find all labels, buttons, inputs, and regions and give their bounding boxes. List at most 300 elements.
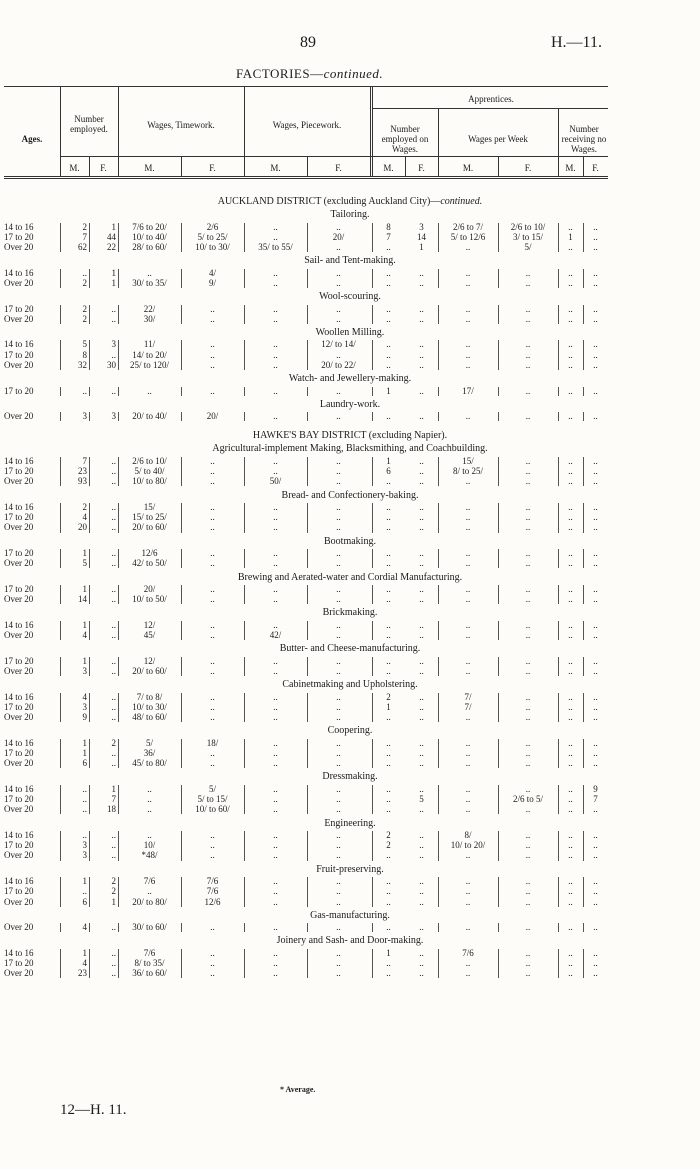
table-cell: .. bbox=[111, 476, 116, 487]
table-cell: .. bbox=[336, 922, 341, 933]
table-cell: .. bbox=[210, 339, 215, 350]
table-cell: .. bbox=[336, 512, 341, 523]
table-cell: .. bbox=[386, 876, 391, 887]
table-cell: .. bbox=[273, 558, 278, 569]
table-cell: .. bbox=[593, 840, 598, 851]
table-cell: .. bbox=[465, 594, 471, 605]
table-cell: .. bbox=[273, 594, 278, 605]
table-cell: 4 bbox=[82, 922, 87, 933]
column-rule bbox=[118, 503, 119, 533]
table-cell: .. bbox=[568, 548, 573, 559]
table-cell: .. bbox=[568, 522, 573, 533]
table-cell: 3 bbox=[111, 411, 116, 422]
table-cell: .. bbox=[336, 385, 341, 396]
column-rule bbox=[60, 693, 61, 723]
table-row bbox=[0, 339, 700, 349]
table-cell: .. bbox=[465, 804, 471, 815]
table-cell: .. bbox=[273, 339, 278, 350]
table-cell: .. bbox=[465, 922, 471, 933]
table-cell: 22/ bbox=[143, 303, 156, 314]
table-cell: .. bbox=[593, 267, 598, 278]
table-cell: .. bbox=[568, 385, 573, 396]
header-app-no-wages: Number receiving no Wages. bbox=[561, 124, 607, 154]
table-cell: .. bbox=[336, 303, 341, 314]
table-cell: .. bbox=[419, 630, 424, 641]
table-cell: .. bbox=[525, 339, 531, 350]
column-rule bbox=[498, 877, 499, 907]
table-cell: 1 bbox=[111, 277, 116, 288]
table-cell: .. bbox=[210, 303, 215, 314]
table-cell: .. bbox=[593, 548, 598, 559]
table-cell: .. bbox=[568, 794, 573, 805]
table-cell: .. bbox=[273, 231, 278, 242]
table-cell: .. bbox=[386, 958, 391, 969]
table-cell: .. bbox=[210, 359, 215, 370]
table-cell: 3 bbox=[82, 411, 87, 422]
column-rule bbox=[244, 549, 245, 568]
column-rule bbox=[89, 877, 90, 907]
table-cell: 15/ bbox=[462, 455, 474, 466]
column-rule bbox=[118, 305, 119, 324]
table-cell: 14 to 16 bbox=[4, 947, 34, 958]
table-cell: 5/ to 15/ bbox=[197, 794, 228, 805]
column-rule bbox=[60, 340, 61, 370]
table-cell: .. bbox=[336, 476, 341, 487]
trade-heading: Brewing and Aerated-water and Cordial Manufacturing. bbox=[237, 571, 463, 583]
table-cell: .. bbox=[419, 840, 424, 851]
district-continued: continued. bbox=[440, 196, 483, 207]
table-cell: .. bbox=[465, 783, 471, 794]
column-rule bbox=[372, 923, 373, 932]
table-cell: 20/ to 22/ bbox=[321, 359, 356, 370]
table-row bbox=[0, 548, 700, 558]
table-row bbox=[0, 512, 700, 522]
table-cell: .. bbox=[593, 850, 598, 861]
table-cell: .. bbox=[419, 558, 424, 569]
table-cell: .. bbox=[465, 748, 471, 758]
column-rule bbox=[118, 657, 119, 676]
table-cell: .. bbox=[111, 840, 116, 851]
header-m: M. bbox=[462, 163, 474, 173]
table-cell: .. bbox=[386, 712, 391, 723]
table-cell: .. bbox=[273, 886, 278, 897]
column-rule bbox=[60, 305, 61, 324]
table-cell: 30/ to 35/ bbox=[132, 277, 167, 288]
table-cell: .. bbox=[273, 522, 278, 533]
table-cell: .. bbox=[336, 850, 341, 861]
column-rule bbox=[60, 549, 61, 568]
table-cell: .. bbox=[568, 267, 573, 278]
table-cell: .. bbox=[273, 349, 278, 360]
table-cell: .. bbox=[273, 737, 278, 748]
table-cell: .. bbox=[465, 584, 471, 594]
table-cell: .. bbox=[568, 737, 573, 748]
table-cell: .. bbox=[419, 655, 424, 666]
column-rule bbox=[118, 739, 119, 769]
table-cell: .. bbox=[525, 655, 531, 666]
column-rule bbox=[498, 949, 499, 979]
table-cell: .. bbox=[593, 231, 598, 242]
table-cell: .. bbox=[336, 958, 341, 969]
table-cell: Over 20 bbox=[4, 804, 34, 815]
table-cell: 4 bbox=[82, 958, 87, 969]
table-cell: .. bbox=[593, 466, 598, 477]
table-cell: .. bbox=[525, 840, 531, 851]
table-cell: 3 bbox=[82, 840, 87, 851]
table-cell: 18/ bbox=[206, 737, 219, 748]
table-cell: .. bbox=[593, 476, 598, 487]
table-cell: .. bbox=[568, 303, 573, 314]
table-cell: .. bbox=[593, 876, 598, 887]
table-cell: 15/ to 25/ bbox=[132, 512, 167, 523]
table-cell: 2 bbox=[82, 313, 87, 324]
column-rule bbox=[438, 457, 439, 487]
column-rule bbox=[583, 877, 584, 907]
table-row bbox=[0, 222, 700, 232]
table-cell: .. bbox=[568, 712, 573, 723]
table-cell: 7/6 bbox=[143, 947, 156, 958]
table-cell: 3/ to 15/ bbox=[512, 231, 543, 242]
table-cell: 6 bbox=[82, 758, 87, 769]
column-rule bbox=[307, 269, 308, 288]
table-cell: .. bbox=[336, 666, 341, 676]
table-cell: .. bbox=[568, 619, 573, 630]
table-cell: *48/ bbox=[141, 850, 158, 861]
column-rule bbox=[498, 693, 499, 723]
column-rule bbox=[498, 412, 499, 421]
column-rule bbox=[89, 503, 90, 533]
table-row bbox=[0, 758, 700, 768]
table-cell: .. bbox=[593, 947, 598, 958]
table-cell: .. bbox=[568, 502, 573, 512]
table-cell: 25/ to 120/ bbox=[129, 359, 169, 370]
trade-heading: Gas-manufacturing. bbox=[310, 909, 390, 921]
table-cell: .. bbox=[525, 804, 531, 815]
table-cell: .. bbox=[386, 411, 391, 422]
table-cell: .. bbox=[82, 830, 87, 840]
table-cell: 14/ to 20/ bbox=[132, 349, 167, 360]
table-cell: .. bbox=[568, 655, 573, 666]
table-cell: .. bbox=[210, 522, 215, 533]
table-cell: .. bbox=[111, 349, 116, 360]
table-cell: .. bbox=[465, 968, 471, 979]
table-cell: .. bbox=[568, 666, 573, 676]
table-cell: .. bbox=[419, 737, 424, 748]
table-cell: .. bbox=[111, 830, 116, 840]
table-cell: 30 bbox=[107, 359, 116, 370]
column-rule bbox=[558, 585, 559, 604]
table-cell: .. bbox=[210, 712, 215, 723]
table-cell: Over 20 bbox=[4, 411, 34, 422]
table-row bbox=[0, 897, 700, 907]
table-cell: .. bbox=[419, 804, 424, 815]
column-rule bbox=[89, 923, 90, 932]
table-cell: .. bbox=[386, 241, 391, 252]
table-cell: .. bbox=[111, 712, 116, 723]
table-cell: .. bbox=[419, 522, 424, 533]
table-cell: 5/ bbox=[208, 783, 216, 794]
column-rule bbox=[307, 549, 308, 568]
column-rule bbox=[372, 693, 373, 723]
column-rule bbox=[89, 785, 90, 815]
table-cell: .. bbox=[336, 947, 341, 958]
table-cell: .. bbox=[273, 783, 278, 794]
column-rule bbox=[498, 457, 499, 487]
table-cell: 17 to 20 bbox=[4, 958, 34, 969]
table-row bbox=[0, 466, 700, 476]
table-cell: .. bbox=[568, 349, 573, 360]
table-cell: 14 bbox=[78, 594, 87, 605]
table-cell: .. bbox=[525, 619, 531, 630]
column-rule bbox=[583, 549, 584, 568]
district-heading bbox=[0, 430, 700, 441]
table-cell: 18 bbox=[107, 804, 116, 815]
table-cell: .. bbox=[419, 619, 424, 630]
table-cell: .. bbox=[82, 804, 87, 815]
table-cell: .. bbox=[419, 359, 424, 370]
table-cell: .. bbox=[593, 313, 598, 324]
table-cell: .. bbox=[336, 840, 341, 851]
table-cell: .. bbox=[419, 267, 424, 278]
table-cell: .. bbox=[525, 968, 531, 979]
table-cell: 14 to 16 bbox=[4, 502, 34, 512]
table-cell: .. bbox=[111, 922, 116, 933]
table-cell: .. bbox=[336, 313, 341, 324]
table-cell: 7 bbox=[111, 794, 116, 805]
table-cell: .. bbox=[568, 221, 573, 232]
table-cell: 14 to 16 bbox=[4, 876, 34, 887]
column-rule bbox=[498, 269, 499, 288]
table-cell: .. bbox=[419, 339, 424, 350]
column-rule bbox=[244, 923, 245, 932]
footer-reference: 12—H. 11. bbox=[60, 1102, 127, 1118]
column-rule bbox=[498, 621, 499, 640]
column-rule bbox=[307, 503, 308, 533]
column-rule bbox=[244, 949, 245, 979]
table-cell: .. bbox=[273, 584, 278, 594]
column-rule bbox=[307, 877, 308, 907]
column-rule bbox=[89, 305, 90, 324]
table-cell: .. bbox=[593, 691, 598, 702]
table-cell: 11/ bbox=[143, 339, 156, 350]
table-cell: .. bbox=[386, 522, 391, 533]
table-cell: .. bbox=[525, 896, 531, 907]
table-cell: .. bbox=[593, 655, 598, 666]
table-cell: .. bbox=[419, 548, 424, 559]
table-cell: .. bbox=[568, 958, 573, 969]
table-cell: .. bbox=[147, 385, 152, 396]
trade-heading: Laundry-work. bbox=[319, 398, 381, 410]
column-rule bbox=[181, 269, 182, 288]
table-cell: .. bbox=[419, 783, 424, 794]
column-rule bbox=[372, 585, 373, 604]
table-cell: .. bbox=[525, 313, 531, 324]
table-cell: 2 bbox=[111, 737, 116, 748]
table-cell: .. bbox=[386, 666, 391, 676]
column-rule bbox=[181, 949, 182, 979]
table-cell: 6 bbox=[82, 896, 87, 907]
table-cell: 4 bbox=[82, 630, 87, 641]
column-rule bbox=[372, 621, 373, 640]
table-cell: .. bbox=[593, 758, 598, 769]
header-number-employed: Number employed. bbox=[70, 114, 108, 134]
table-cell: .. bbox=[419, 349, 424, 360]
table-cell: 5/ bbox=[145, 737, 153, 748]
table-cell: .. bbox=[210, 476, 215, 487]
table-cell: .. bbox=[419, 748, 424, 758]
table-cell: 14 to 16 bbox=[4, 221, 34, 232]
table-cell: .. bbox=[336, 712, 341, 723]
table-cell: 7/6 bbox=[206, 886, 219, 897]
table-cell: .. bbox=[336, 594, 341, 605]
table-cell: 14 to 16 bbox=[4, 737, 34, 748]
table-cell: 5/ bbox=[524, 241, 532, 252]
column-rule bbox=[558, 693, 559, 723]
table-cell: .. bbox=[465, 876, 471, 887]
header-ages: Ages. bbox=[21, 134, 43, 144]
column-rule bbox=[558, 657, 559, 676]
table-cell: 1 bbox=[386, 385, 391, 396]
table-row bbox=[0, 738, 700, 748]
table-cell: 44 bbox=[107, 231, 116, 242]
table-cell: 2 bbox=[111, 886, 116, 897]
column-rule bbox=[89, 831, 90, 861]
table-cell: 50/ bbox=[269, 476, 282, 487]
table-cell: .. bbox=[111, 455, 116, 466]
table-cell: 5/ to 40/ bbox=[134, 466, 165, 477]
table-cell: .. bbox=[419, 712, 424, 723]
column-rule bbox=[244, 340, 245, 370]
table-cell: 36/ bbox=[143, 748, 156, 758]
table-cell: 17 to 20 bbox=[4, 349, 34, 360]
header-m: M. bbox=[270, 163, 281, 173]
column-rule bbox=[244, 412, 245, 421]
column-rule bbox=[372, 549, 373, 568]
table-cell: .. bbox=[111, 502, 116, 512]
column-rule bbox=[583, 657, 584, 676]
table-cell: .. bbox=[273, 277, 278, 288]
column-rule bbox=[89, 739, 90, 769]
header-f: F. bbox=[524, 163, 532, 173]
header-f: F. bbox=[100, 163, 107, 173]
table-cell: .. bbox=[336, 455, 341, 466]
table-cell: 20/ bbox=[143, 584, 156, 594]
table-cell: .. bbox=[147, 267, 152, 278]
column-rule bbox=[498, 831, 499, 861]
table-cell: Over 20 bbox=[4, 277, 34, 288]
table-cell: .. bbox=[386, 339, 391, 350]
table-cell: .. bbox=[568, 691, 573, 702]
table-cell: 2 bbox=[82, 303, 87, 314]
table-cell: .. bbox=[210, 691, 215, 702]
column-rule bbox=[244, 621, 245, 640]
table-cell: .. bbox=[273, 455, 278, 466]
column-rule bbox=[372, 412, 373, 421]
table-cell: 17 to 20 bbox=[4, 840, 34, 851]
table-cell: .. bbox=[568, 896, 573, 907]
table-cell: 9/ bbox=[208, 277, 216, 288]
trade-heading: Fruit-preserving. bbox=[316, 863, 384, 875]
table-cell: .. bbox=[593, 221, 598, 232]
column-rule bbox=[583, 503, 584, 533]
table-row bbox=[0, 968, 700, 978]
column-rule bbox=[60, 923, 61, 932]
column-rule bbox=[438, 305, 439, 324]
table-cell: .. bbox=[465, 512, 471, 523]
column-rule bbox=[181, 305, 182, 324]
table-cell: .. bbox=[273, 313, 278, 324]
table-cell: 7 bbox=[386, 231, 391, 242]
table-cell: .. bbox=[82, 886, 87, 897]
table-cell: .. bbox=[111, 701, 116, 712]
column-rule bbox=[307, 305, 308, 324]
table-cell: .. bbox=[419, 958, 424, 969]
table-cell: 2 bbox=[386, 840, 391, 851]
column-rule bbox=[118, 269, 119, 288]
table-cell: .. bbox=[593, 512, 598, 523]
column-rule bbox=[60, 877, 61, 907]
table-cell: .. bbox=[386, 748, 391, 758]
trade-heading: Tailoring. bbox=[330, 209, 370, 220]
table-cell: .. bbox=[147, 794, 152, 805]
column-rule bbox=[438, 340, 439, 370]
table-cell: .. bbox=[593, 339, 598, 350]
table-cell: .. bbox=[210, 947, 215, 958]
column-rule bbox=[558, 877, 559, 907]
column-rule bbox=[438, 657, 439, 676]
table-cell: 1 bbox=[82, 655, 87, 666]
column-rule bbox=[181, 785, 182, 815]
column-rule bbox=[60, 387, 61, 396]
column-rule bbox=[438, 739, 439, 769]
table-cell: .. bbox=[465, 339, 471, 350]
table-cell: 3 bbox=[111, 339, 116, 350]
table-cell: .. bbox=[419, 277, 424, 288]
table-cell: .. bbox=[465, 850, 471, 861]
table-cell: 14 to 16 bbox=[4, 830, 34, 840]
table-cell: 5 bbox=[82, 558, 87, 569]
table-cell: .. bbox=[336, 691, 341, 702]
table-cell: 8 bbox=[386, 221, 391, 232]
table-row bbox=[0, 232, 700, 242]
column-rule bbox=[60, 739, 61, 769]
header-f: F. bbox=[592, 163, 599, 173]
table-cell: .. bbox=[525, 359, 531, 370]
table-cell: .. bbox=[111, 748, 116, 758]
table-cell: .. bbox=[386, 277, 391, 288]
table-cell: .. bbox=[273, 896, 278, 907]
table-cell: .. bbox=[568, 594, 573, 605]
table-cell: 15/ bbox=[143, 502, 156, 512]
column-rule bbox=[498, 503, 499, 533]
table-cell: .. bbox=[419, 968, 424, 979]
column-rule bbox=[307, 923, 308, 932]
table-cell: .. bbox=[568, 830, 573, 840]
table-row bbox=[0, 386, 700, 396]
table-cell: .. bbox=[336, 548, 341, 559]
column-rule bbox=[558, 923, 559, 932]
trade-heading: Watch- and Jewellery-making. bbox=[288, 373, 412, 384]
table-row bbox=[0, 656, 700, 666]
table-cell: .. bbox=[273, 267, 278, 278]
column-rule bbox=[307, 387, 308, 396]
table-cell: 5 bbox=[82, 339, 87, 350]
table-cell: 20/ bbox=[206, 411, 219, 422]
table-cell: 10/ to 40/ bbox=[132, 231, 167, 242]
column-rule bbox=[60, 223, 61, 253]
column-rule bbox=[89, 223, 90, 253]
column-rule bbox=[244, 457, 245, 487]
